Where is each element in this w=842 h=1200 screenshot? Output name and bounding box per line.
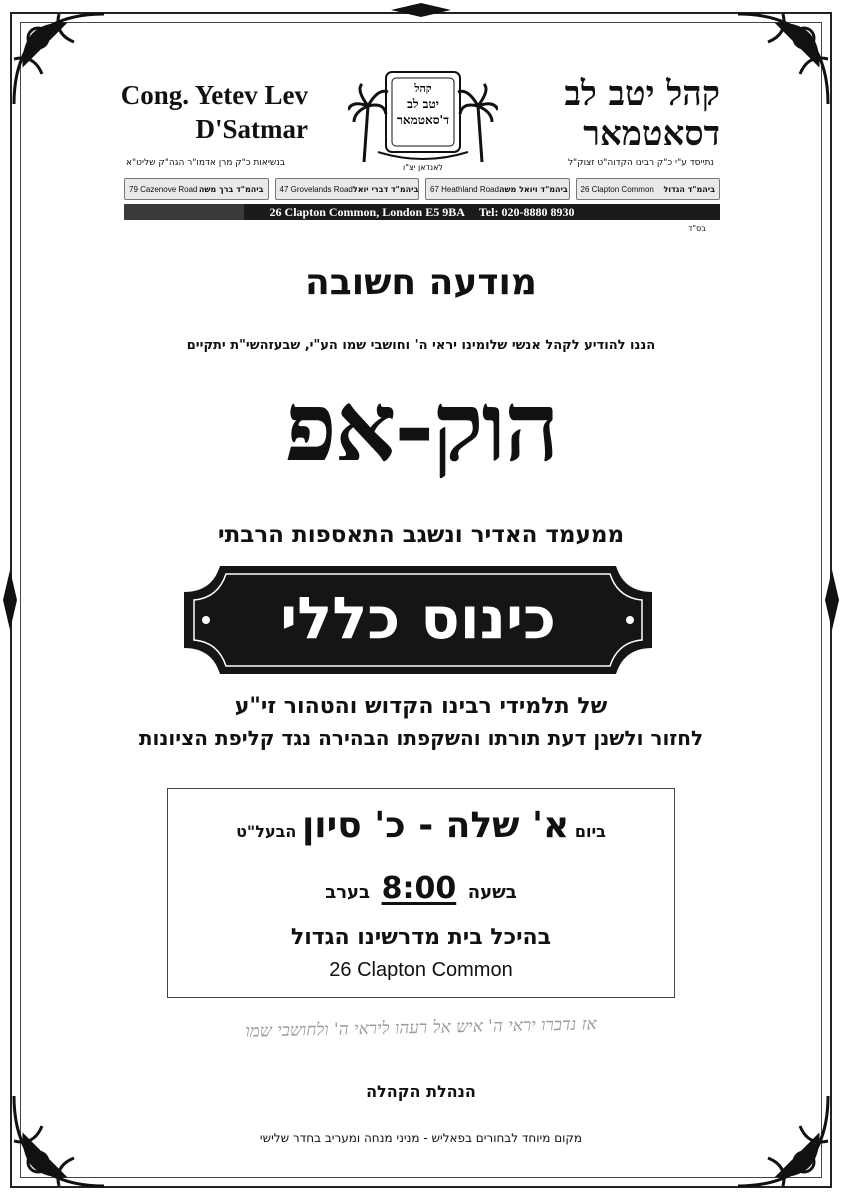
branch-name: ביהמ"ד דברי יואל — [352, 184, 419, 194]
org-name-hebrew-line1: קהל יטב לב — [564, 74, 720, 114]
org-name-english — [120, 78, 308, 146]
gathering-banner — [180, 562, 656, 678]
side-diamond-left — [3, 570, 17, 630]
top-diamond — [391, 3, 451, 17]
letterhead — [120, 58, 720, 226]
branch-address: 26 Clapton Common — [580, 184, 654, 194]
date-row — [168, 805, 674, 846]
side-diamond-right — [825, 570, 839, 630]
branch-address: 47 Grovelands Road — [279, 184, 353, 194]
subtitle: ממעמד האדיר ונשגב התאספות הרבתי — [217, 522, 625, 548]
address-bar-stripe — [124, 204, 244, 220]
branch-list — [124, 178, 720, 200]
date-prefix: ביום — [574, 822, 606, 841]
street-address: 26 Clapton Common, London E5 9BA — [269, 204, 465, 219]
notice-heading: מודעה חשובה — [305, 262, 537, 303]
logo-text-line1: קהל — [414, 82, 432, 95]
footer-note: מקום מיוחד לבחורים בפאליש - מניני מנחה ומעריב בחדר שלישי — [259, 1131, 583, 1145]
branch-item — [576, 178, 721, 200]
date-suffix: הבעל"ט — [236, 822, 297, 841]
branch-name: ביהמ"ד ויואל משה — [498, 184, 568, 194]
branch-address: 79 Cazenove Road — [129, 184, 198, 194]
logo-text-line2: יטב לב — [407, 97, 439, 111]
event-time: 8:00 — [381, 871, 457, 906]
event-date: א' שלה - כ' סיון — [301, 805, 570, 846]
logo-text-line3: ד'סאטמאר — [397, 113, 449, 127]
congregation-logo — [348, 66, 498, 172]
bsd-mark: בס"ד — [688, 224, 706, 233]
branch-item — [124, 178, 269, 200]
purpose-line: לחזור ולשנן דעת תורתו והשקפתו הבהירה נגד קליפת הציונות — [138, 726, 704, 750]
branch-address: 67 Heathland Road — [430, 184, 499, 194]
logo-caption: לאנדאן יצ"ו — [403, 163, 443, 172]
org-name-hebrew-line2: דסאטמאר — [583, 114, 720, 154]
signature: הנהלת הקהלה — [366, 1082, 476, 1101]
corner-ornament-top-right — [728, 4, 838, 114]
event-details-box — [167, 788, 675, 998]
leadership-subtitle: בנשיאות כ"ק מרן אדמו"ר הגה"ק שליט"א — [126, 158, 286, 168]
banner-title: כינוס כללי — [280, 584, 556, 652]
address-bar — [124, 204, 720, 220]
scripture-quote: אז נדברו יראי ה' איש אל רעהו ליראי ה' ולחושבי שמו — [245, 1014, 597, 1042]
branch-item — [275, 178, 420, 200]
branch-name: ביהמ"ד ברך משה — [198, 184, 264, 194]
time-row — [168, 871, 674, 906]
time-prefix: בשעה — [467, 882, 517, 903]
branch-item — [425, 178, 570, 200]
branch-name: ביהמ"ד הגדול — [663, 184, 715, 194]
main-title: הוק-אפ — [284, 370, 558, 483]
corner-ornament-top-left — [4, 4, 114, 114]
venue-hebrew: בהיכל בית מדרשינו הגדול — [290, 925, 552, 950]
org-name-english-line1: Cong. Yetev Lev — [120, 80, 308, 110]
org-name-english-line2: D'Satmar — [195, 114, 308, 144]
time-suffix: בערב — [325, 882, 370, 903]
intro-text: הננו להודיע לקהל אנשי שלומינו יראי ה' וחושבי שמו הע"י, שבעזהשי"ת יתקיים — [186, 338, 656, 353]
founder-subtitle: נתייסד ע"י כ"ק רבינו הקדוה"ט זצוק"ל — [567, 158, 714, 168]
telephone: Tel: 020-8880 8930 — [478, 204, 575, 219]
students-line: של תלמידי רבינו הקדוש והטהור זי"ע — [234, 694, 608, 719]
venue-english: 26 Clapton Common — [329, 959, 513, 981]
org-name-hebrew — [530, 74, 720, 154]
